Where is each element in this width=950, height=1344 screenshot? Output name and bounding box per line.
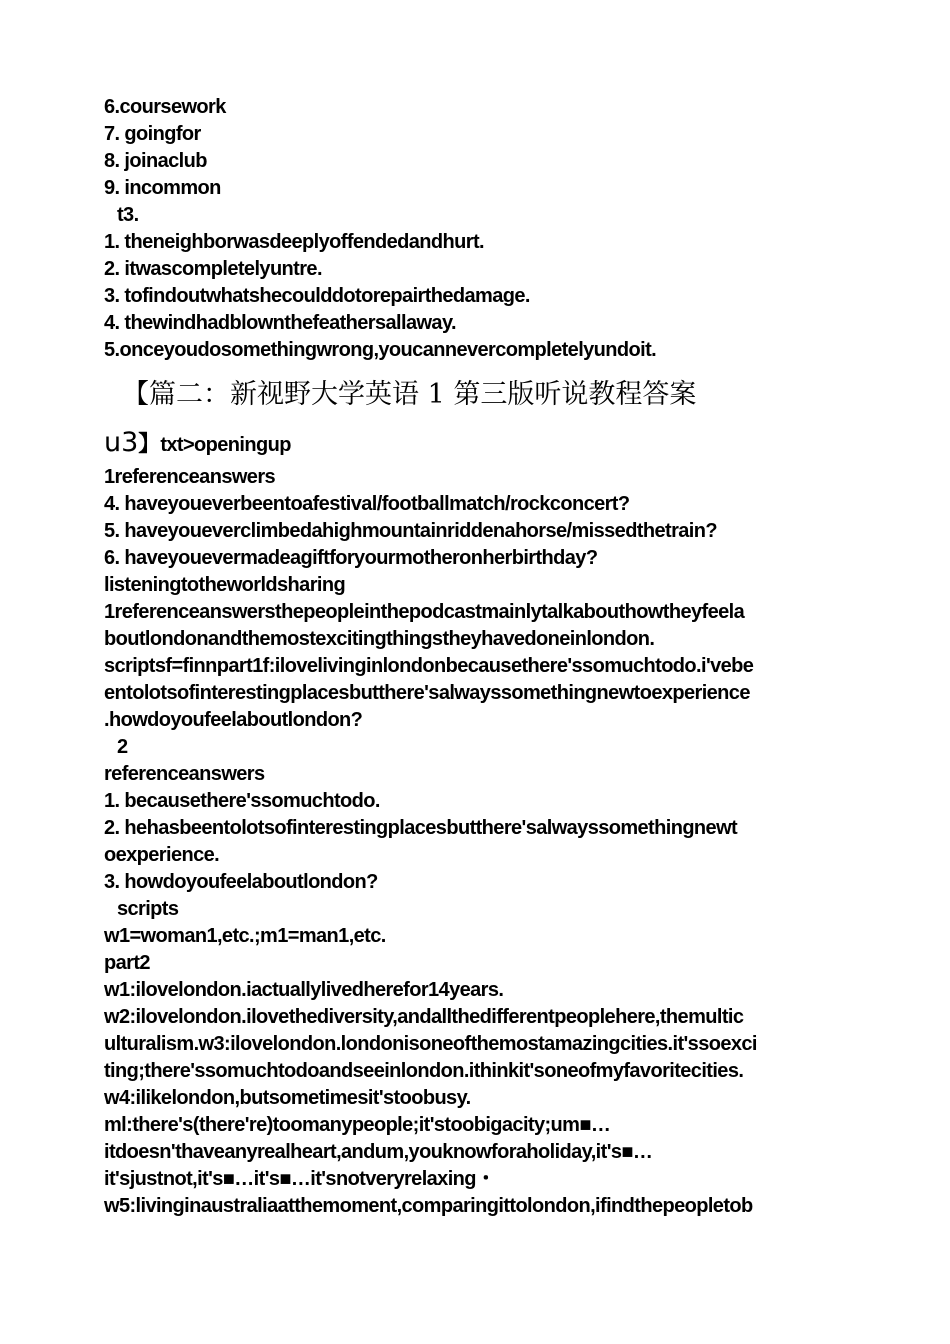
- unit-label: u3: [104, 427, 139, 458]
- answer-line: 2. itwascompletelyuntre.: [104, 258, 322, 280]
- answer-line: 3. tofindoutwhatshecoulddotorepairthedamage.: [104, 285, 530, 307]
- answer-line: 9. incommon: [104, 177, 221, 199]
- text-line: part2: [104, 952, 150, 974]
- text-line: referenceanswers: [104, 763, 265, 785]
- answer-line: 6.coursework: [104, 96, 226, 118]
- answer-line: 8. joinaclub: [104, 150, 207, 172]
- text-line: w2:ilovelondon.ilovethediversity,andallthedifferentpeoplehere,themultic: [104, 1006, 744, 1028]
- text-line: ml:there's(there're)toomanypeople;it'stoobigacity;um■…: [104, 1114, 611, 1136]
- answer-line: 1. theneighborwasdeeplyoffendedandhurt.: [104, 231, 484, 253]
- document-body: [104, 94, 844, 1220]
- text-line: listeningtotheworldsharing: [104, 574, 346, 596]
- text-line: ulturalism.w3:ilovelondon.londonisoneofthemostamazingcities.it'ssoexci: [104, 1033, 757, 1055]
- answer-line: 4. thewindhadblownthefeathersallaway.: [104, 312, 456, 334]
- text-line: itdoesn'thaveanyrealheart,andum,youknowforaholiday,it's■…: [104, 1141, 653, 1163]
- text-line: 5. haveyoueverclimbedahighmountainriddenahorse/missedthetrain?: [104, 520, 717, 542]
- text-line: .howdoyoufeelaboutlondon?: [104, 709, 363, 731]
- text-line: w4:ilikelondon,butsometimesit'stoobusy.: [104, 1087, 471, 1109]
- text-line: 1referenceanswersthepeopleinthepodcastmainlytalkabouthowtheyfeela: [104, 601, 745, 623]
- text-line: w5:livinginaustraliaatthemoment,comparingittolondon,ifindthepeopletob: [104, 1195, 753, 1217]
- answer-line: 7. goingfor: [104, 123, 201, 145]
- answer-line: 5.onceyoudosomethingwrong,youcannevercompletelyundoit.: [104, 339, 657, 361]
- section-label: t3.: [117, 204, 139, 226]
- text-line: scriptsf=finnpart1f:ilovelivinginlondonbecausethere'ssomuchtodo.i'vebe: [104, 655, 754, 677]
- text-line: it'sjustnot,it's■…it's■…it'snotveryrelaxing・: [104, 1168, 496, 1190]
- closing-bracket: 】: [138, 432, 161, 457]
- text-line: boutlondonandthemostexcitingthingstheyhavedoneinlondon.: [104, 628, 655, 650]
- text-line: oexperience.: [104, 844, 220, 866]
- text-line: 1referenceanswers: [104, 466, 276, 488]
- text-line: entolotsofinterestingplacesbutthere'salwayssomethingnewtoexperience: [104, 682, 750, 704]
- text-line: w1:ilovelondon.iactuallylivedherefor14years.: [104, 979, 504, 1001]
- text-line: 6. haveyouevermadeagiftforyourmotheronherbirthday?: [104, 547, 598, 569]
- text-line: ting;there'ssomuchtodoandseeinlondon.ithinkit'soneofmyfavoritecities.: [104, 1060, 744, 1082]
- text-line: 4. haveyoueverbeentoafestival/footballmatch/rockconcert?: [104, 493, 630, 515]
- text-line: 2. hehasbeentolotsofinterestingplacesbutthere'salwayssomethingnewt: [104, 817, 738, 839]
- unit-subheading: [104, 426, 844, 464]
- text-line: 1. becausethere'ssomuchtodo.: [104, 790, 380, 812]
- unit-title: txt>openingup: [160, 434, 291, 456]
- section-label: 2: [117, 736, 128, 758]
- section-heading: 【篇二：新视野大学英语 1 第三版听说教程答案: [122, 379, 697, 410]
- text-line: w1=woman1,etc.;m1=man1,etc.: [104, 925, 386, 947]
- section-label: scripts: [117, 898, 179, 920]
- text-line: 3. howdoyoufeelaboutlondon?: [104, 871, 378, 893]
